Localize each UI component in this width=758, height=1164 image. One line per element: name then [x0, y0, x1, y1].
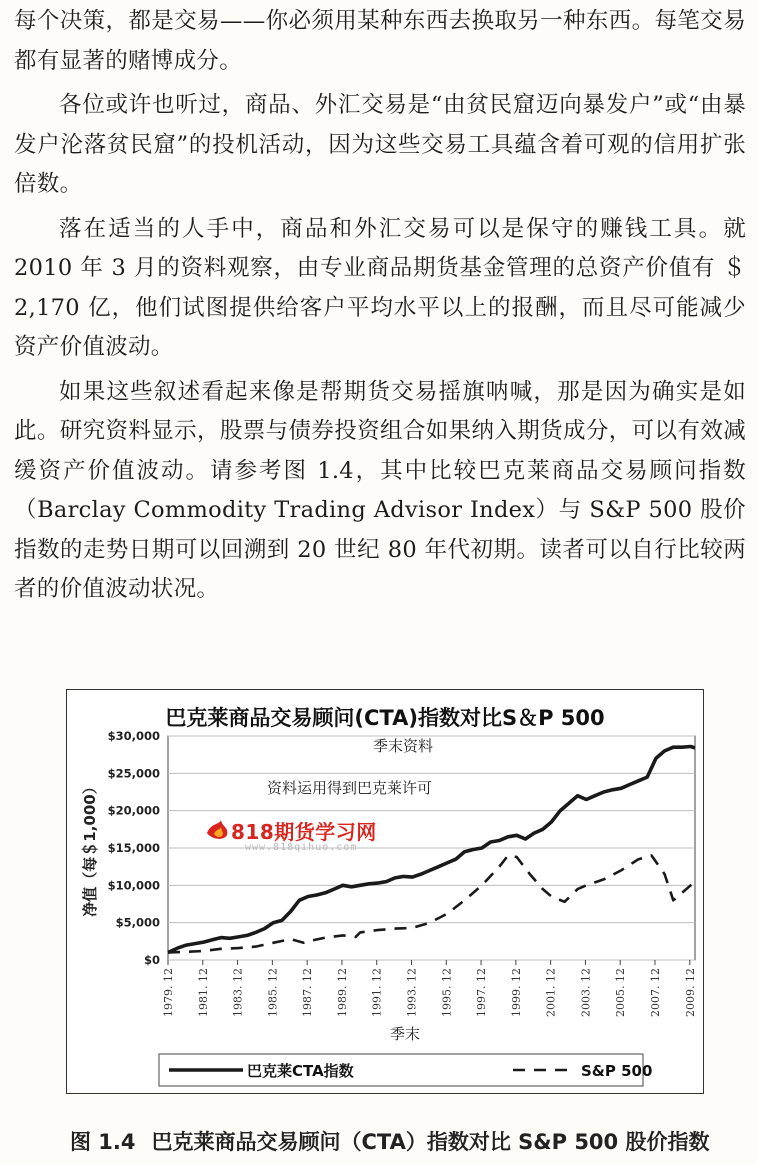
y-tick-label: $10,000 — [107, 878, 160, 893]
x-tick-label: 2007. 12 — [648, 968, 662, 1017]
y-tick-label: $20,000 — [107, 803, 160, 818]
x-tick-label: 1991. 12 — [370, 968, 384, 1017]
x-tick-label: 1985. 12 — [266, 968, 280, 1017]
x-tick-label: 1981. 12 — [196, 968, 210, 1017]
legend-label-cta: 巴克莱CTA指数 — [247, 1062, 354, 1080]
x-tick-label: 1999. 12 — [509, 968, 523, 1017]
paragraph-3: 落在适当的人手中，商品和外汇交易可以是保守的赚钱工具。就2010 年 3 月的资料观察，由专业商品期货基金管理的总资产价值有 ＄ 2,170 亿，他们试图提供给客户平均水平以上的报酬，而且尽可能减少资产价值波动。 — [14, 215, 746, 360]
chart-title: 巴克莱商品交易顾问(CTA)指数对比S＆P 500 — [165, 706, 605, 730]
y-tick-label: $0 — [143, 953, 160, 967]
x-tick-label: 1993. 12 — [405, 968, 419, 1017]
x-tick-label: 2001. 12 — [544, 968, 558, 1017]
y-tick-label: $25,000 — [107, 766, 160, 781]
paragraph-1: 每个决策，都是交易——你必须用某种东西去换取另一种东西。每笔交易都有显著的赌博成分。 — [14, 8, 746, 74]
x-tick-label: 1995. 12 — [440, 968, 454, 1017]
x-tick-label: 1983. 12 — [231, 968, 245, 1017]
x-axis-label: 季末 — [389, 1025, 421, 1043]
figure-number: 图 1.4 — [70, 1130, 136, 1154]
x-tick-label: 1979. 12 — [162, 968, 175, 1017]
x-tick-label: 1989. 12 — [335, 968, 349, 1017]
y-tick-label: $15,000 — [107, 841, 160, 855]
paragraph-2: 各位或许也听过，商品、外汇交易是“由贫民窟迈向暴发户”或“由暴发户沦落贫民窟”的投机活动，因为这些交易工具蕴含着可观的信用扩张倍数。 — [14, 92, 746, 197]
watermark-text: 818期货学习网 — [231, 820, 377, 844]
x-tick-label: 1987. 12 — [301, 968, 315, 1017]
article-text — [14, 2, 746, 610]
watermark — [205, 816, 435, 864]
x-tick-label: 1997. 12 — [475, 968, 489, 1017]
chart-annotation-permission: 资料运用得到巴克莱许可 — [267, 779, 433, 797]
figure-chart — [66, 689, 704, 1094]
x-tick-label: 2005. 12 — [614, 968, 628, 1017]
watermark-url: www.818qihuo.com — [245, 842, 358, 853]
x-tick-label: 2009. 12 — [683, 968, 697, 1017]
paragraph-4: 如果这些叙述看起来像是帮期货交易摇旗呐喊，那是因为确实是如此。研究资料显示，股票与债券投资组合如果纳入期货成分，可以有效减缓资产价值波动。请参考图 1.4，其中比较巴克莱商品交易顾问指数（Barclay Commodity Trading Advisor Index）与 S&P 500 股价指数的走势日期可以回溯到 20 世纪 80 年代初期。读者可以自行比较两者的价值波动状况。 — [14, 378, 746, 602]
chart-canvas — [67, 690, 703, 1093]
y-tick-label: $30,000 — [107, 729, 160, 743]
x-tick-label: 2003. 12 — [579, 968, 593, 1017]
y-axis-label: 净值（每＄1,000） — [81, 779, 99, 917]
flame-logo-icon — [205, 819, 231, 841]
figure-caption — [70, 1126, 709, 1156]
figure-caption-text: 巴克莱商品交易顾问（CTA）指数对比 S&P 500 股价指数 — [151, 1130, 710, 1154]
y-tick-label: $5,000 — [115, 915, 160, 930]
legend-label-sp500: S&P 500 — [581, 1062, 653, 1080]
chart-annotation-quarter: 季末资料 — [372, 737, 434, 755]
